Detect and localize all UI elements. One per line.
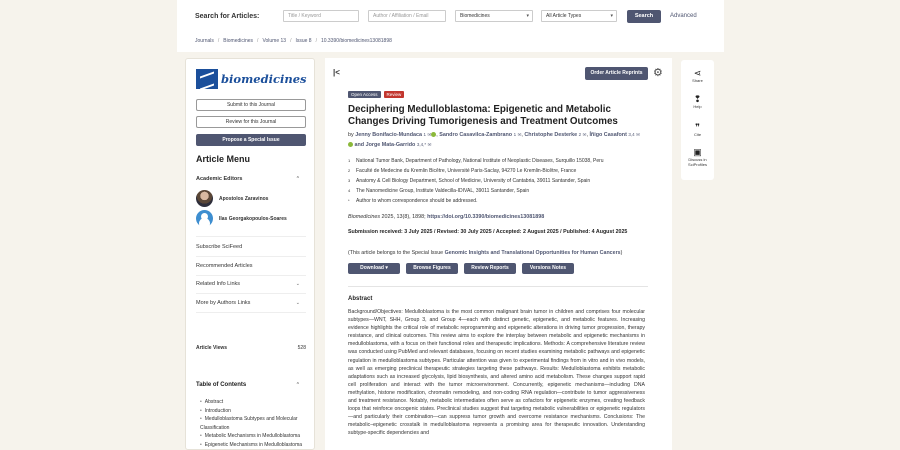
chevron-up-icon: ⌃ [295,382,300,388]
toc-item[interactable]: • Introduction [200,407,304,416]
help-label: Help [693,104,702,109]
email-icon[interactable]: ✉ [582,132,587,137]
breadcrumb-separator: / [217,38,220,44]
affiliation-text: Anatomy & Cell Biology Department, School of Medicine, University of Cantabria, 39011 Santander, Spain [356,178,591,184]
breadcrumb-journal[interactable]: Biomedicines [223,38,254,44]
title-keyword-input[interactable]: Title / Keyword [283,10,359,22]
breadcrumb-separator: / [290,38,292,44]
author-name[interactable]: Jenny Bonifacio-Mundaca [355,132,422,138]
right-toolbar [681,60,714,180]
toc-toggle[interactable] [196,382,300,388]
article-views-count: 528 [297,345,306,351]
citation-journal: Biomedicines [348,214,381,220]
affiliation-item [348,156,648,166]
avatar [196,190,213,207]
left-sidebar [185,58,315,450]
more-by-authors-label: More by Authors Links [196,300,251,306]
advanced-search-link[interactable]: Advanced [670,13,697,19]
author-name[interactable]: Íñigo Casafont [589,132,627,138]
toc-item[interactable]: • Epigenetic Mechanisms in Medulloblastoma [200,441,304,450]
and-label: and [354,142,365,148]
share-icon: ⋖ [693,68,702,78]
chevron-up-icon: ⌃ [295,176,300,182]
citation-details: 2025, 13(8), 1898; [380,214,428,220]
breadcrumb-journals[interactable]: Journals [195,38,214,44]
divider [196,236,306,237]
toc-item[interactable]: • Metabolic Mechanisms in Medulloblastoma [200,432,304,441]
affiliation-text: Author to whom correspondence should be addressed. [356,198,478,204]
subscribe-scifeed-link[interactable]: Subscribe SciFeed [196,244,243,250]
doi-link[interactable]: https://doi.org/10.3390/biomedicines13081898 [427,214,545,220]
journal-logo-icon [196,69,218,89]
toc-heading: Table of Contents [196,382,247,388]
special-issue-note [348,250,658,256]
related-info-links-toggle[interactable] [196,281,300,287]
gear-icon[interactable]: ⚙ [653,67,663,79]
journal-select[interactable] [455,10,533,22]
editor-item[interactable] [196,210,287,227]
academic-editors-toggle[interactable] [196,176,300,182]
propose-special-issue-button[interactable]: Propose a Special Issue [196,134,306,146]
article-main [325,58,672,450]
divider [196,293,306,294]
help-icon: ❢ [693,94,702,104]
abstract-text: Background/Objectives: Medulloblastoma is the most common malignant brain tumor in children and comprises four molecular subtypes—WNT, SHH, Group 3, and Group 4—each with distinct genetic, epigenetic, and metabolic features. Increasing evidence highlights the critical role of metabolic reprogramming and epigenetic alterations in driving tumor progression, therapy resistance, and clinical outcomes. This review aims to explore the interplay between metabolic and epigenetic mechanisms in medulloblastoma, with a focus on their functional roles and therapeutic implications. Methods: A comprehensive literature review was conducted using PubMed and relevant databases, focusing on recent studies examining metabolic pathways and epigenetic regulation in medulloblastoma subtypes. Particular attention was given to experimental findings from in vitro and in vivo models, as well as emerging preclinical therapeutic strategies targeting these pathways. Results: Medulloblastoma exhibits metabolic adaptations such as increased glycolysis, lipid biosynthesis, and altered amino acid metabolism. These changes support rapid cell proliferation and interact with the tumor microenvironment. Concurrently, epigenetic mechanisms—including DNA methylation, histone modification, chromatin remodeling, and non-coding RNA regulation—contribute to tumor aggressiveness and treatment resistance. Notably, metabolic intermediates often serve as cofactors for epigenetic enzymes, creating feedback loops that reinforce oncogenic states. Preclinical studies suggest that targeting metabolic vulnerabilities or epigenetic regulators—and particularly their combination—can suppress tumor growth and overcome resistance mechanisms. Conclusions: The metabolic–epigenetic crosstalk in medulloblastoma represents a promising area for therapeutic innovation. Understanding subtype-specific dependencies and [348,309,645,437]
editor-name: Ilas Georgakopoulos-Soares [219,215,287,222]
help-button[interactable] [681,94,714,109]
article-type-select[interactable] [541,10,617,22]
affiliation-number: 1 [348,158,351,163]
collapse-sidebar-icon[interactable]: |< [333,68,340,77]
article-actions [348,263,574,274]
order-reprints-button[interactable]: Order Article Reprints [585,67,648,80]
quote-icon: ❞ [695,122,700,132]
author-sup: 1 [513,132,517,137]
cite-label: Cite [693,132,702,137]
by-label: by [348,132,354,138]
orcid-icon[interactable] [431,132,436,137]
browse-figures-button[interactable]: Browse Figures [406,263,458,274]
special-issue-link[interactable]: Genomic Insights and Translational Opportunities for Human Cancers [444,250,621,256]
submit-to-journal-button[interactable]: Submit to this Journal [196,99,306,111]
article-views-label: Article Views [196,345,228,351]
chevron-down-icon: ⌄ [295,300,300,306]
discuss-label: Discuss in SciProfiles [688,157,707,167]
breadcrumb-volume[interactable]: Volume 13 [262,38,287,44]
breadcrumb-issue[interactable]: Issue 8 [295,38,312,44]
journal-logo[interactable] [196,69,307,89]
author-sup: 3,4,* [416,142,427,147]
editor-name: Apostolos Zaravinos [219,195,269,202]
article-dates: Submission received: 3 July 2025 / Revised: 30 July 2025 / Accepted: 2 August 2025 / Published: 4 August 2025 [348,229,628,235]
author-name[interactable]: Sandro Casavilca-Zambrano [439,132,513,138]
affiliation-number: 3 [348,178,351,183]
affiliation-text: The Nanomedicine Group, Institute Valdecilla-IDIVAL, 39011 Santander, Spain [356,188,530,194]
article-views [196,345,306,351]
email-icon[interactable]: ✉ [427,142,432,147]
divider [348,286,648,287]
orcid-icon[interactable] [348,142,353,147]
more-by-authors-toggle[interactable] [196,300,300,306]
download-label: Download [360,265,384,271]
journal-logo-name: biomedicines [221,72,307,86]
cite-button[interactable] [681,122,714,137]
author-name[interactable]: Christophe Desterke [524,132,578,138]
email-icon[interactable]: ✉ [636,132,640,137]
share-label: Share [692,78,703,83]
review-badge: Review [384,91,405,98]
divider [196,275,306,276]
related-info-links-label: Related Info Links [196,281,241,287]
editor-item[interactable] [196,190,268,207]
comment-icon: ▣ [693,147,702,157]
email-icon[interactable]: ✉ [427,132,432,137]
share-button[interactable] [681,68,714,83]
avatar [196,210,213,227]
breadcrumb-separator: / [257,38,259,44]
author-sup: 2 [578,132,582,137]
review-for-journal-button[interactable]: Review for this Journal [196,116,306,128]
toc-list [200,398,304,449]
toc-item[interactable]: • Abstract [200,398,304,407]
search-button[interactable]: Search [627,10,661,23]
affiliations [348,156,648,206]
discuss-button[interactable] [681,147,714,167]
affiliation-item [348,186,648,196]
article-badges [348,91,404,98]
affiliation-text: Faculté de Medecine du Kremlin Bicêtre, Université Paris-Saclay, 94270 Le Kremlin-Bicêtre, France [356,168,577,174]
affiliation-number: * [348,198,350,203]
affiliation-item [348,176,648,186]
journal-select-value: Biomedicines [460,13,490,19]
email-icon[interactable]: ✉ [517,132,522,137]
article-title: Deciphering Medulloblastoma: Epigenetic and Metabolic Changes Driving Tumorigenesis and Treatment Outcomes [348,104,618,127]
download-button[interactable] [348,263,400,274]
chevron-down-icon: ▾ [610,13,613,19]
open-access-badge: Open Access [348,91,381,98]
author-list: by Jenny Bonifacio-Mundaca 1 ✉ , Sandro Casavilca-Zambrano 1 ✉, Christophe Desterke 2 ✉, Íñigo Casafont 3,4 ✉ and Jorge Mata-Garrido 3,4,* ✉ [348,132,640,148]
special-issue-prefix: (This article belongs to the Special Issue [348,250,445,256]
author-affiliation-input[interactable]: Author / Affiliation / Email [368,10,446,22]
affiliation-item [348,166,648,176]
chevron-down-icon: ▾ [385,265,388,271]
chevron-down-icon: ▾ [526,13,529,19]
toc-item[interactable]: • Medulloblastoma Subtypes and Molecular Classification [200,415,304,432]
chevron-down-icon: ⌄ [295,281,300,287]
affiliation-number: 2 [348,168,351,173]
abstract-heading: Abstract [348,296,373,302]
academic-editors-heading: Academic Editors [196,176,243,182]
review-reports-button[interactable]: Review Reports [464,263,516,274]
article-type-value: All Article Types [546,13,582,19]
special-issue-suffix: ) [620,250,623,256]
top-header [177,0,724,52]
breadcrumb [195,38,392,44]
affiliation-item [348,196,648,206]
breadcrumb-separator: / [315,38,317,44]
divider [196,312,306,313]
recommended-articles-link[interactable]: Recommended Articles [196,263,253,269]
affiliation-number: 4 [348,188,351,193]
author-sup: 3,4 [628,132,635,137]
breadcrumb-doi: 10.3390/biomedicines13081898 [320,38,392,44]
article-menu-title: Article Menu [196,154,251,164]
author-sup: 1 [423,132,427,137]
search-label: Search for Articles: [195,12,260,20]
citation [348,214,544,220]
versions-notes-button[interactable]: Versions Notes [522,263,574,274]
author-name[interactable]: Jorge Mata-Garrido [365,142,416,148]
affiliation-text: National Tumor Bank, Department of Pathology, National Institute of Neoplastic Diseases, Surquillo 15038, Peru [356,158,604,164]
divider [196,256,306,257]
